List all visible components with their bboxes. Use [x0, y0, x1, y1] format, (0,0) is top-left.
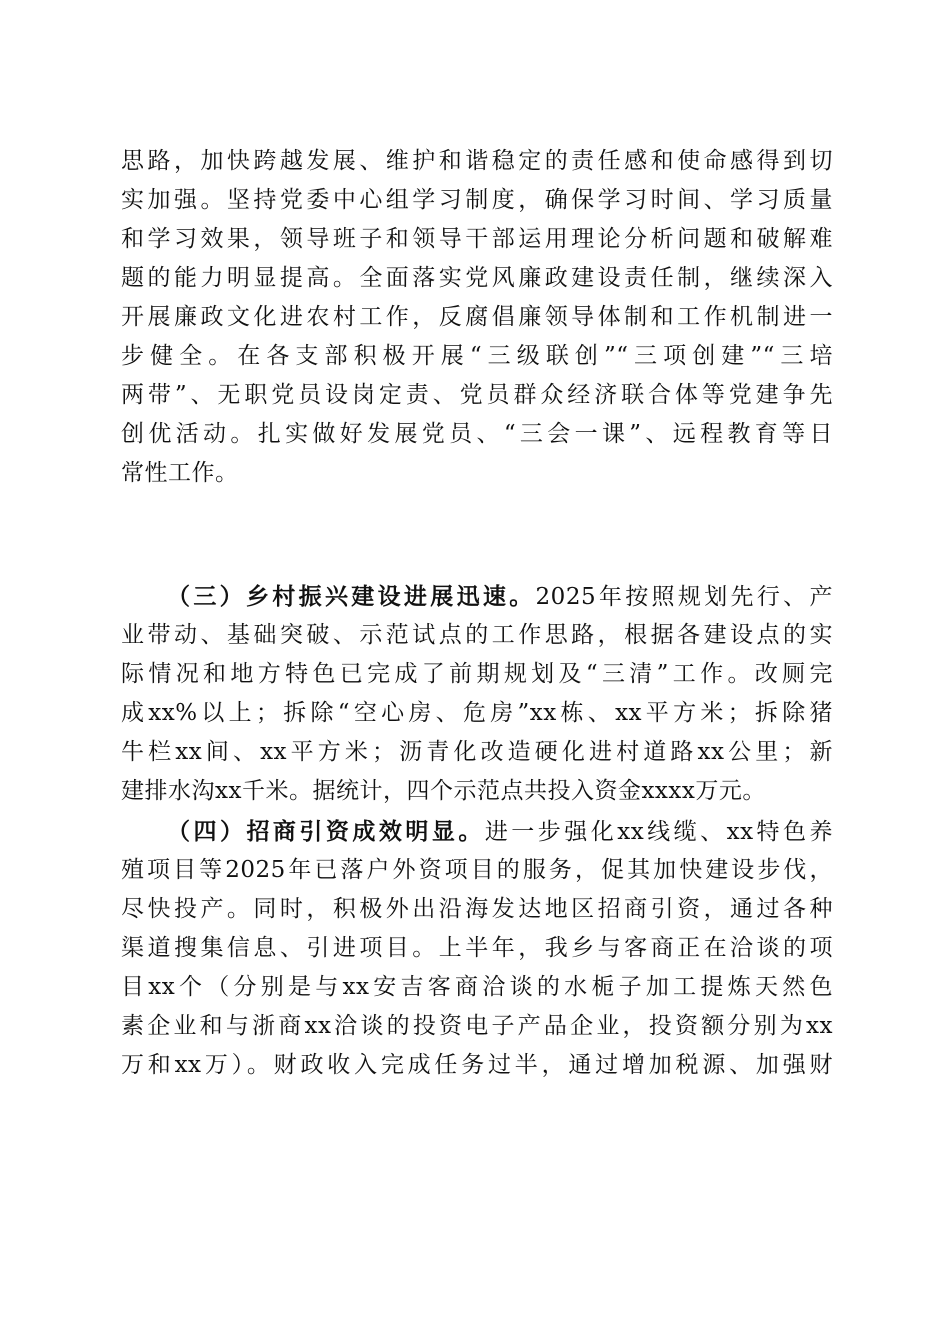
- text-line: 步健全。在各支部积极开展“三级联创”“三项创建”“三培: [121, 343, 833, 369]
- paragraph-party-building: [121, 142, 833, 493]
- first-line-text: 2025年按照规划先行、产: [535, 584, 833, 610]
- text-line: 成xx%以上；拆除“空心房、危房”xx栋、xx平方米；拆除猪: [121, 700, 833, 726]
- text-line: 素企业和与浙商xx洽谈的投资电子产品企业，投资额分别为xx: [121, 1013, 833, 1039]
- text-line: 题的能力明显提高。全面落实党风廉政建设责任制，继续深入: [121, 265, 833, 291]
- text-line: 殖项目等2025年已落户外资项目的服务，促其加快建设步伐，: [121, 857, 833, 883]
- text-line: 实加强。坚持党委中心组学习制度，确保学习时间、学习质量: [121, 187, 833, 213]
- text-line: 两带”、无职党员设岗定责、党员群众经济联合体等党建争先: [121, 382, 833, 408]
- text-line: 渠道搜集信息、引进项目。上半年，我乡与客商正在洽谈的项: [121, 935, 833, 961]
- text-line: 创优活动。扎实做好发展党员、“三会一课”、远程教育等日: [121, 421, 833, 447]
- text-line: 常性工作。: [121, 460, 239, 486]
- text-line: 和学习效果，领导班子和领导干部运用理论分析问题和破解难: [121, 226, 833, 252]
- text-line: 尽快投产。同时，积极外出沿海发达地区招商引资，通过各种: [121, 896, 833, 922]
- text-line: 建排水沟xx千米。据统计，四个示范点共投入资金xxxx万元。: [121, 778, 766, 804]
- section-heading-four: （四）招商引资成效明显。: [167, 818, 485, 845]
- paragraph-rural-revitalization: [121, 577, 833, 811]
- text-line: 业带动、基础突破、示范试点的工作思路，根据各建设点的实: [121, 622, 833, 648]
- text-line: 际情况和地方特色已完成了前期规划及“三清”工作。改厕完: [121, 661, 833, 687]
- paragraph-first-line: [121, 577, 833, 616]
- text-line: 开展廉政文化进农村工作，反腐倡廉领导体制和工作机制进一: [121, 304, 833, 330]
- text-line: 万和xx万）。财政收入完成任务过半，通过增加税源、加强财: [121, 1052, 833, 1078]
- text-line: 思路，加快跨越发展、维护和谐稳定的责任感和使命感得到切: [121, 148, 833, 174]
- text-line: 目xx个（分别是与xx安吉客商洽谈的水栀子加工提炼天然色: [121, 974, 833, 1000]
- text-line: 牛栏xx间、xx平方米；沥青化改造硬化进村道路xx公里；新: [121, 739, 833, 765]
- paragraph-first-line: [121, 812, 833, 851]
- section-heading-three: （三）乡村振兴建设进展迅速。: [167, 583, 536, 610]
- first-line-text: 进一步强化xx线缆、xx特色养: [484, 819, 834, 845]
- paragraph-investment: [121, 812, 833, 1085]
